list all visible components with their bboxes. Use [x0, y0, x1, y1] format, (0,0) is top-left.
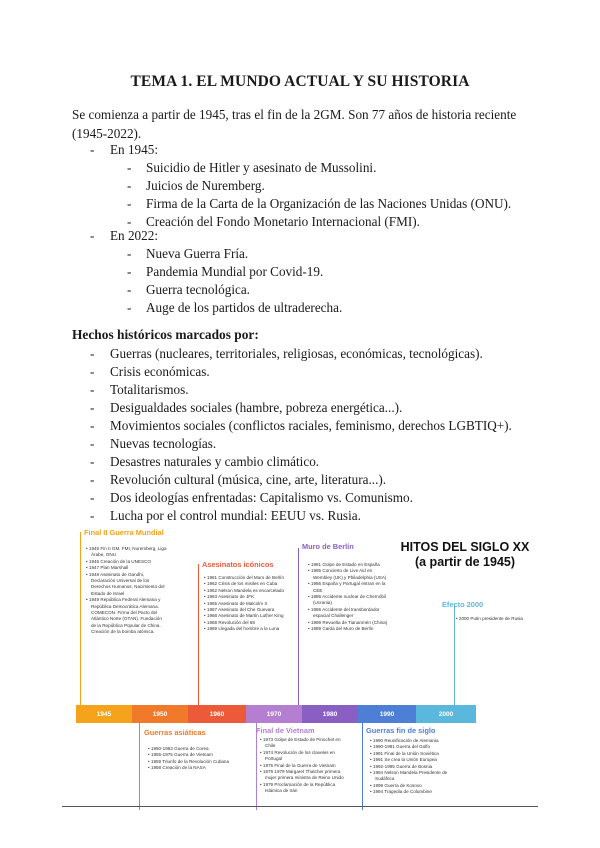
- timeline-item: • 1948 Asesinato de Gandhi, Declaración Universal de los Derechos Humanos, Nacimiento del Estado de Israel: [86, 571, 165, 596]
- infographic-title-line1: HITOS DEL SIGLO XX: [400, 540, 530, 554]
- bottom-rule: [62, 806, 538, 807]
- timeline-item: • 1968 Revolución del 68: [204, 619, 255, 625]
- timeline-item: • 1994 Nelson Mandela Presidente de Sudáfrica: [370, 770, 448, 782]
- timeline-item: • 1990-1991 Guerra del Golfo: [370, 744, 431, 750]
- timeline-item: • 1950-1953 Guerra de Corea: [148, 746, 209, 751]
- timeline-item: • 1991 Final de la Unión Soviética: [370, 750, 439, 756]
- box-fin-siglo-title: Guerras fin de siglo: [366, 726, 436, 735]
- box-final-guerra-title: Final II Guerra Mundial: [84, 528, 164, 537]
- timeline-item: • 1986 España y Portugal entran en la CEE: [308, 581, 386, 593]
- box-efecto-items: [456, 616, 530, 622]
- timeline-item: • 1992-1995 Guerra de Bosnia: [370, 763, 433, 769]
- box-muro-items: [308, 562, 390, 632]
- timeline-item: • 1949 República Federal Alemana y República Democrática Alemana. COMECON. Firma del Pacto del Atlántico Norte (OTAN). Fundación de la República Popular de China. Creación de la bomba atómica.: [86, 597, 162, 635]
- timeline-item: • 1961 Construcción del Muro de Berlín: [204, 575, 285, 580]
- timeline-stem: [256, 723, 257, 810]
- timeline-stem: [298, 548, 299, 705]
- decade-1970: 1970: [246, 705, 302, 723]
- timeline-item: • 1990 Reunificación de Alemania: [370, 738, 439, 743]
- timeline-item: • 1969 Llegada del hombre a la Luna: [204, 626, 280, 632]
- timeline-item: • 1985 Concierto de Live Aid en Wembley (UK) y Philadelphia (USA): [308, 568, 387, 580]
- box-vietnam-items: [260, 737, 350, 795]
- timeline-item: • 1974 Revolución de los claveles en Portugal: [260, 749, 335, 762]
- box-fin-siglo-items: [370, 738, 460, 796]
- decade-1990: 1990: [358, 705, 416, 723]
- timeline-item: • 1965 Asesinato de Malcolm X: [204, 600, 268, 606]
- timeline-item: • 1986 Accidente del transbordador espacial Challenger: [308, 606, 380, 619]
- timeline-item: • 1973 Golpe de Estado de Pinochet en Chile: [260, 737, 341, 749]
- timeline-item: • 1968 Asesinato de Martin Luther King: [204, 613, 284, 619]
- timeline-item: • 1994 Tragedia de Columbine: [370, 789, 432, 795]
- box-asesinatos-items: [204, 575, 296, 633]
- box-asesinatos-title: Asesinatos icónicos: [202, 560, 274, 569]
- timeline-stem: [198, 564, 199, 705]
- timeline-item: • 1989 Revuelta de Tiananmén (China): [308, 619, 388, 625]
- timeline-item: • 1962 Crisis de los misiles en Cuba: [204, 581, 278, 587]
- timeline-item: • 1981 Golpe de Estado en España: [308, 562, 380, 567]
- box-vietnam-title: Final de Vietnam: [256, 726, 315, 735]
- timeline-item: • 1979 Proclamación de la República Islámica de Irán: [260, 781, 336, 794]
- timeline-item: • 1958 Creación de la NASA: [148, 765, 206, 771]
- timeline-item: • 1975 Final de la Guerra de Vietnam: [260, 762, 336, 768]
- timeline-item: • 1946 Creación de la UNESCO: [86, 558, 151, 564]
- timeline-item: • 1947 Plan Marshall: [86, 565, 129, 571]
- page-title: TEMA 1. EL MUNDO ACTUAL Y SU HISTORIA: [130, 73, 470, 90]
- decade-1960: 1960: [188, 705, 246, 723]
- decade-1945: 1945: [76, 705, 132, 723]
- timeline-item: • 1999 Guerra de Kosovo: [370, 782, 422, 788]
- decade-2000: 2000: [416, 705, 476, 723]
- timeline-infographic: [72, 520, 530, 810]
- box-asiaticas-items: [148, 746, 238, 772]
- timeline-item: • 1962 Nelson Mandela es encarcelado: [204, 587, 285, 593]
- timeline-item: • 1945 Fin II GM, FMI, Nuremberg, Liga Árabe, ONU: [86, 546, 167, 558]
- box-efecto-title: Efecto 2000: [442, 600, 484, 609]
- timeline-item: • 1991 Se crea la Unión Europea: [370, 757, 437, 763]
- timeline-stem: [139, 723, 140, 810]
- decade-1980: 1980: [302, 705, 358, 723]
- box-asiaticas-title: Guerras asiáticas: [144, 728, 206, 737]
- box-muro-title: Muro de Berlín: [302, 542, 354, 551]
- timeline-item: • 1959 Triunfo de la Revolución Cubana: [148, 758, 230, 764]
- decade-1950: 1950: [132, 705, 188, 723]
- box-final-guerra-items: [86, 546, 168, 636]
- timeline-item: • 1967 Asesinato del Che Guevara: [204, 607, 275, 613]
- section-heading: Hechos históricos marcados por:: [72, 327, 259, 342]
- timeline-item: • 1955-1975 Guerra de Vietnam: [148, 752, 213, 758]
- timeline-item: • 1989 Caída del Muro de Berlín: [308, 626, 374, 632]
- timeline-item: • 1986 Accidente nuclear de Chernóbil (Ucrania): [308, 594, 386, 606]
- intro-paragraph: Se comienza a partir de 1945, tras el fin de la 2GM. Son 77 años de historia reciente (1945-2022).: [72, 107, 517, 141]
- timeline-stem: [80, 532, 81, 705]
- infographic-title-line2: (a partir de 1945): [414, 555, 516, 569]
- timeline-item: • 1979 1979 Margaret Thatcher primera mujer primera ministra de Reino Unido: [260, 769, 344, 781]
- timeline-item: • 2000 Putin presidente de Rusia: [456, 616, 523, 621]
- infographic-title: [390, 540, 540, 570]
- timeline-stem: [454, 606, 455, 705]
- timeline-item: • 1963 Asesinato de JFK: [204, 594, 255, 600]
- timeline-stem: [362, 723, 363, 810]
